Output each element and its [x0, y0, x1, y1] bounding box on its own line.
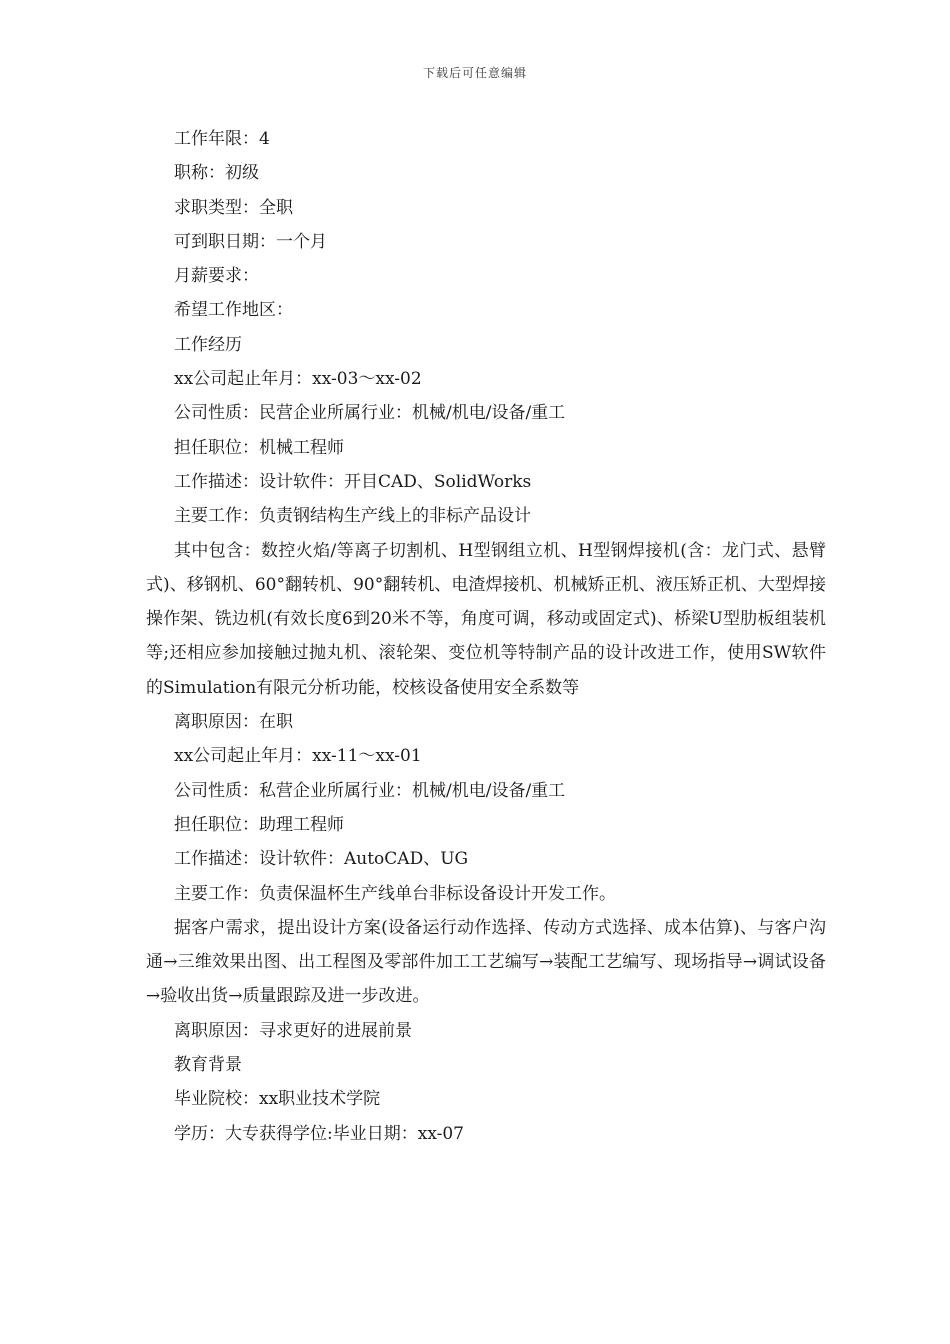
company-1-description: 工作描述：设计软件：开目CAD、SolidWorks [174, 471, 532, 492]
company-2-nature: 公司性质：私营企业所属行业：机械/机电/设备/重工 [174, 780, 566, 801]
company-2-leave-reason: 离职原因：寻求更好的进展前景 [174, 1020, 412, 1041]
company-1-main-work: 主要工作：负责钢结构生产线上的非标产品设计 [174, 506, 531, 527]
company-2-main-work: 主要工作：负责保温杯生产线单台非标设备设计开发工作。 [174, 883, 616, 904]
work-years: 工作年限：4 [174, 129, 270, 149]
company-2-period: xx公司起止年月：xx-11～xx-01 [174, 746, 422, 767]
salary-expectation: 月薪要求： [174, 266, 259, 287]
section-heading-education: 教育背景 [174, 1055, 242, 1076]
company-1-details-paragraph: 其中包含：数控火焰/等离子切割机、H型钢组立机、H型钢焊接机(含：龙门式、悬臂式)、移钢机、60°翻转机、90°翻转机、电渣焊接机、机械矫正机、液压矫正机、大型焊接操作架、铣边机(有效长度6到20米不等，角度可调，移动或固定式)、桥梁U型肋板组装机等;还相应参加接触过抛丸机、滚轮架、变位机等特制产品的设计改进工作，使用SW软件的Simulation有限元分析功能，校核设备使用安全系数等 [146, 540, 826, 698]
company-1-nature: 公司性质：民营企业所属行业：机械/机电/设备/重工 [174, 403, 566, 424]
preferred-location: 希望工作地区： [174, 300, 293, 321]
job-type: 求职类型：全职 [174, 197, 293, 218]
graduation-school: 毕业院校：xx职业技术学院 [174, 1089, 381, 1110]
section-heading-work-experience: 工作经历 [174, 334, 242, 355]
job-title-level: 职称：初级 [174, 163, 259, 184]
available-date: 可到职日期：一个月 [174, 231, 327, 252]
company-2-details-paragraph: 据客户需求，提出设计方案(设备运行动作选择、传动方式选择、成本估算)、与客户沟通→三维效果出图、出工程图及零部件加工工艺编写→装配工艺编写、现场指导→调试设备→验收出货→质量跟踪及进一步改进。 [146, 917, 826, 1007]
page-header: 下载后可任意编辑 [422, 66, 527, 80]
company-1-leave-reason: 离职原因：在职 [174, 712, 293, 733]
company-1-period: xx公司起止年月：xx-03～xx-02 [174, 369, 422, 390]
resume-body [146, 122, 826, 1151]
company-2-position: 担任职位：助理工程师 [174, 814, 344, 835]
company-1-position: 担任职位：机械工程师 [174, 437, 344, 458]
company-2-description: 工作描述：设计软件：AutoCAD、UG [174, 849, 469, 870]
education-degree: 学历：大专获得学位:毕业日期：xx-07 [174, 1123, 464, 1144]
